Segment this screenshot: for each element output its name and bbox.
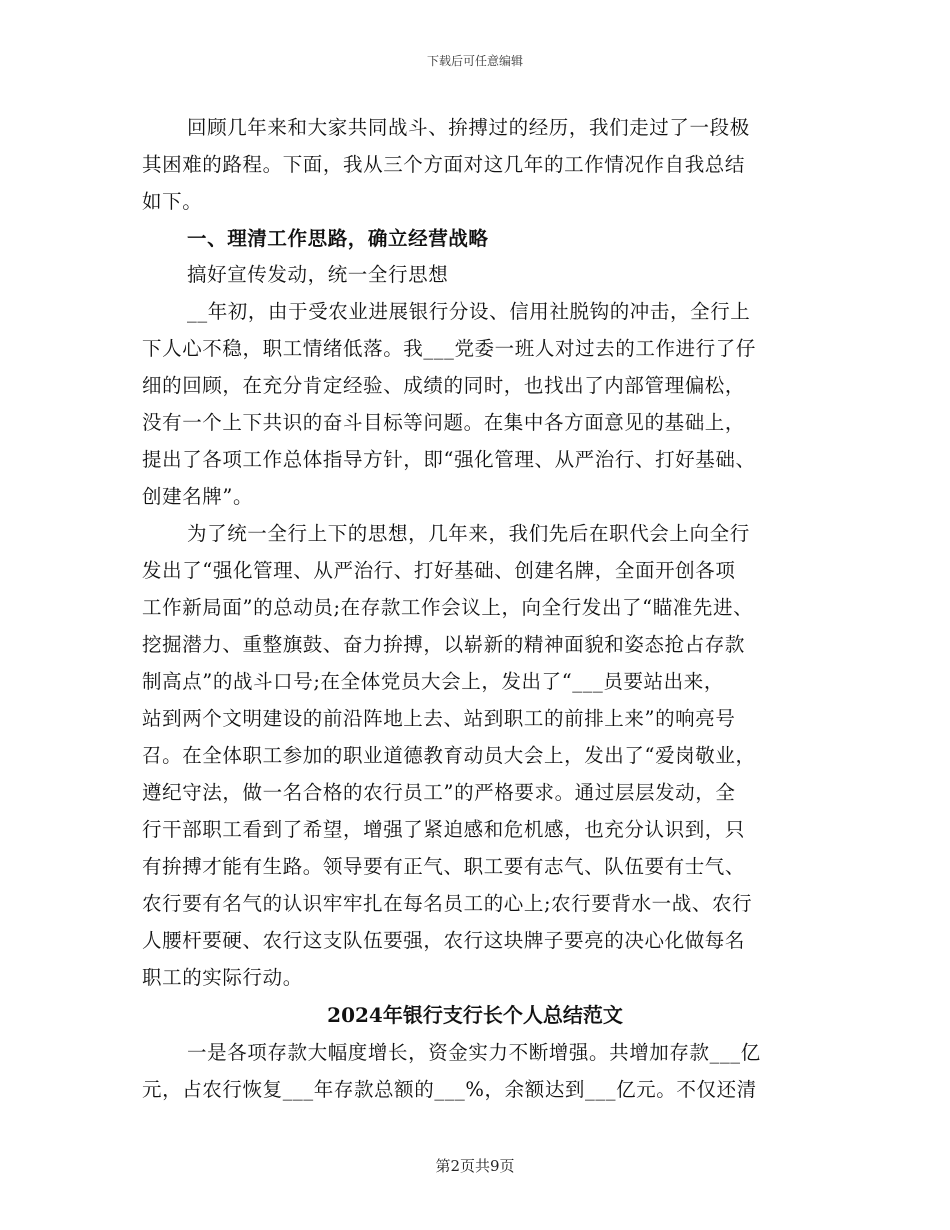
paragraph-line: 细的回顾，在充分肯定经验、成绩的同时，也找出了内部管理偏松，	[142, 374, 746, 397]
paragraph-line: 如下。	[142, 190, 203, 213]
paragraph-line: 创建名牌”。	[142, 485, 254, 508]
paragraph-line: 遵纪守法，做一名合格的农行员工”的严格要求。通过层层发动，全	[142, 781, 736, 804]
paragraph-line: 下人心不稳，职工情绪低落。我___党委一班人对过去的工作进行了仔	[142, 337, 756, 360]
paragraph-line: 制高点”的战斗口号;在全体党员大会上，发出了“___员要站出来，	[142, 670, 724, 693]
paragraph-line: 农行要有名气的认识牢牢扎在每名员工的心上;农行要背水一战、农行	[142, 892, 753, 915]
paragraph-line: __年初，由于受农业进展银行分设、信用社脱钩的冲击，全行上	[187, 300, 751, 323]
paragraph-line: 其困难的路程。下面，我从三个方面对这几年的工作情况作自我总结	[142, 153, 746, 176]
document-title: 2024年银行支行长个人总结范文	[327, 1003, 623, 1027]
paragraph-line: 职工的实际行动。	[142, 966, 303, 989]
paragraph-line: 工作新局面”的总动员;在存款工作会议上，向全行发出了“瞄准先进、	[142, 596, 754, 619]
paragraph-line: 没有一个上下共识的奋斗目标等问题。在集中各方面意见的基础上，	[142, 411, 746, 434]
page-footer: 第2页共9页	[435, 1157, 515, 1175]
paragraph-line: 元，占农行恢复___年存款总额的___%，余额达到___亿元。不仅还清	[142, 1078, 757, 1101]
paragraph-line: 有拚搏才能有生路。领导要有正气、职工要有志气、队伍要有士气、	[142, 855, 746, 878]
paragraph-line: 发出了“强化管理、从严治行、打好基础、创建名牌，全面开创各项	[142, 559, 736, 582]
paragraph-line: 召。在全体职工参加的职业道德教育动员大会上，发出了“爱岗敬业，	[142, 744, 756, 767]
paragraph-line: 回顾几年来和大家共同战斗、拚搏过的经历，我们走过了一段极	[187, 116, 750, 139]
paragraph-line: 行干部职工看到了希望，增强了紧迫感和危机感，也充分认识到，只	[142, 818, 746, 841]
paragraph-line: 为了统一全行上下的思想，几年来，我们先后在职代会上向全行	[187, 522, 750, 545]
page-header: 下载后可任意编辑	[426, 54, 523, 68]
sub-heading: 搞好宣传发动，统一全行思想	[187, 263, 449, 286]
section-heading: 一、理清工作思路，确立经营战略	[187, 227, 489, 250]
paragraph-line: 提出了各项工作总体指导方针，即“强化管理、从严治行、打好基础、	[142, 448, 756, 471]
paragraph-line: 人腰杆要硬、农行这支队伍要强，农行这块牌子要亮的决心化做每名	[142, 929, 746, 952]
paragraph-line: 一是各项存款大幅度增长，资金实力不断增强。共增加存款___亿	[187, 1041, 761, 1064]
paragraph-line: 挖掘潜力、重整旗鼓、奋力拚搏，以崭新的精神面貌和姿态抢占存款	[142, 633, 746, 656]
paragraph-line: 站到两个文明建设的前沿阵地上去、站到职工的前排上来”的响亮号	[142, 707, 736, 730]
